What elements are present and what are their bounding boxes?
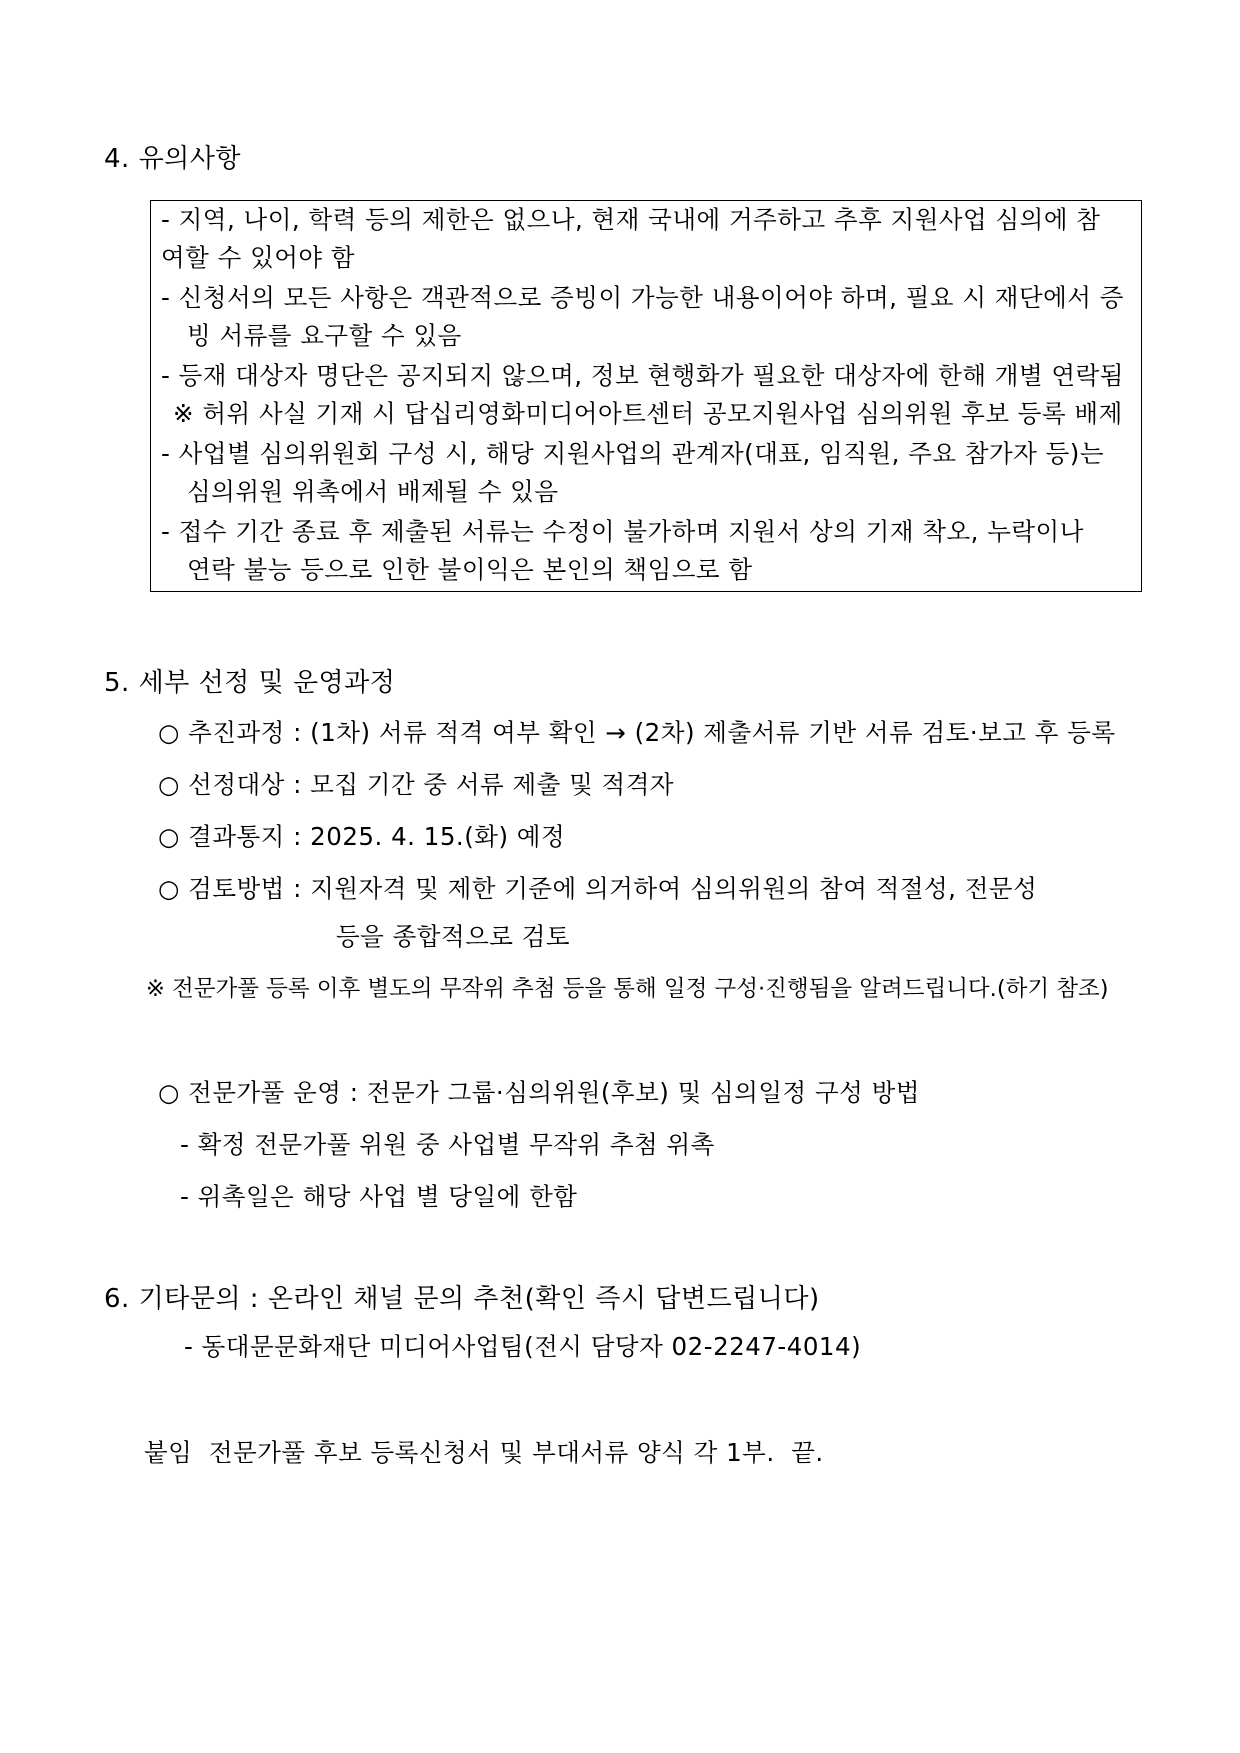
notice-line: - 신청서의 모든 사항은 객관적으로 증빙이 가능한 내용이어야 하며, 필요 시 재단에서 증 xyxy=(161,283,1124,312)
pool-operation-heading: ○ 전문가풀 운영 : 전문가 그룹·심의위원(후보) 및 심의일정 구성 방법 xyxy=(158,1078,920,1107)
selection-target-item: ○ 선정대상 : 모집 기간 중 서류 제출 및 적격자 xyxy=(158,770,675,799)
notice-line: 연락 불능 등으로 인한 불이익은 본인의 책임으로 함 xyxy=(187,555,753,584)
pool-operation-item: - 확정 전문가풀 위원 중 사업별 무작위 추첨 위촉 xyxy=(180,1130,715,1159)
review-method-continuation: 등을 종합적으로 검토 xyxy=(336,922,571,951)
section-6-title: 6. 기타문의 : 온라인 채널 문의 추천(확인 즉시 답변드립니다) xyxy=(104,1284,820,1314)
review-method-item: ○ 검토방법 : 지원자격 및 제한 기준에 의거하여 심의위원의 참여 적절성, 전문성 xyxy=(158,874,1038,903)
attachment-line: 붙임 전문가풀 후보 등록신청서 및 부대서류 양식 각 1부. 끝. xyxy=(144,1438,824,1467)
notice-line: 심의위원 위촉에서 배제될 수 있음 xyxy=(187,477,559,506)
contact-line: - 동대문문화재단 미디어사업팀(전시 담당자 02-2247-4014) xyxy=(184,1332,862,1361)
notice-line: 빙 서류를 요구할 수 있음 xyxy=(187,321,462,350)
notice-box xyxy=(150,200,1142,592)
notice-line: 여할 수 있어야 함 xyxy=(161,243,356,272)
notice-line: - 지역, 나이, 학력 등의 제한은 없으나, 현재 국내에 거주하고 추후 지원사업 심의에 참 xyxy=(161,205,1101,234)
notice-line: - 접수 기간 종료 후 제출된 서류는 수정이 불가하며 지원서 상의 기재 착오, 누락이나 xyxy=(161,517,1084,546)
result-notice-item: ○ 결과통지 : 2025. 4. 15.(화) 예정 xyxy=(158,822,566,851)
notice-line: - 사업별 심의위원회 구성 시, 해당 지원사업의 관계자(대표, 임직원, 주요 참가자 등)는 xyxy=(161,439,1104,468)
process-item: ○ 추진과정 : (1차) 서류 적격 여부 확인 → (2차) 제출서류 기반 서류 검토·보고 후 등록 xyxy=(158,718,1116,747)
pool-notice: ※ 전문가풀 등록 이후 별도의 무작위 추첨 등을 통해 일정 구성·진행됨을 알려드립니다.(하기 참조) xyxy=(146,976,1109,1002)
section-5-title: 5. 세부 선정 및 운영과정 xyxy=(104,668,396,698)
notice-line: - 등재 대상자 명단은 공지되지 않으며, 정보 현행화가 필요한 대상자에 한해 개별 연락됨 xyxy=(161,361,1124,390)
notice-warning-line: ※ 허위 사실 기재 시 답십리영화미디어아트센터 공모지원사업 심의위원 후보 등록 배제 xyxy=(173,399,1123,428)
pool-operation-item: - 위촉일은 해당 사업 별 당일에 한함 xyxy=(180,1182,578,1211)
section-4-title: 4. 유의사항 xyxy=(104,144,242,174)
